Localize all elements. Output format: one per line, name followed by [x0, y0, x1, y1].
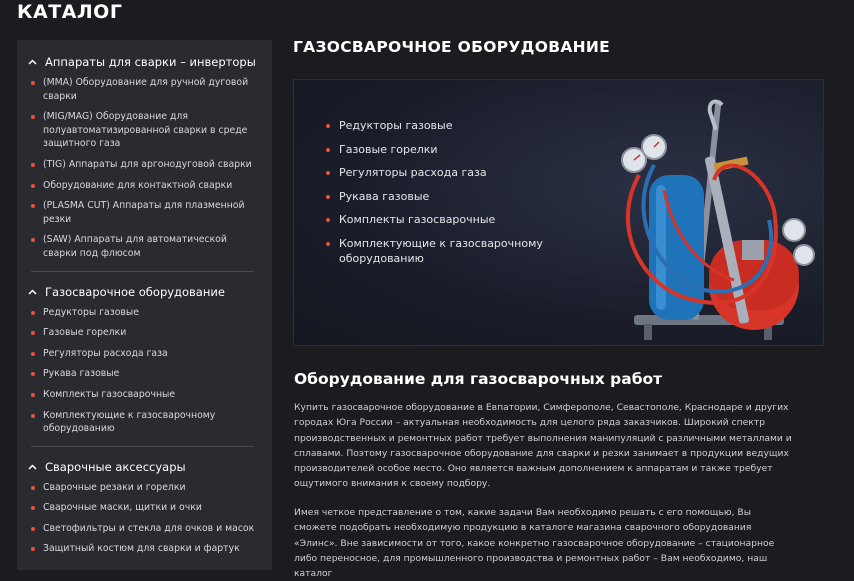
chevron-up-icon[interactable]: [27, 462, 37, 472]
hero-link-label[interactable]: Редукторы газовые: [339, 119, 453, 132]
bullet-dot-icon: [326, 195, 330, 199]
bullet-dot-icon: [31, 184, 35, 188]
chevron-up-icon[interactable]: [27, 57, 37, 67]
sidebar-category-inverters: [27, 54, 258, 261]
sidebar-link-label[interactable]: Светофильтры и стекла для очков и масок: [43, 522, 255, 534]
sidebar-link[interactable]: [27, 367, 258, 381]
hero-banner: [293, 79, 824, 346]
sidebar-link-label[interactable]: Сварочные резаки и горелки: [43, 481, 186, 493]
hero-link-label[interactable]: Комплектующие к газосварочному оборудованию: [339, 236, 543, 265]
sidebar-link[interactable]: [27, 179, 258, 193]
sidebar-link[interactable]: [27, 542, 258, 556]
sidebar-link[interactable]: [27, 481, 258, 495]
bullet-dot-icon: [326, 171, 330, 175]
hero-link-label[interactable]: Газовые горелки: [339, 142, 438, 156]
sidebar-category-accessories: [27, 459, 258, 556]
bullet-dot-icon: [31, 393, 35, 397]
sidebar-link[interactable]: [27, 233, 258, 260]
sidebar-link-label[interactable]: (PLASMA CUT) Аппараты для плазменной резки: [43, 200, 245, 225]
bullet-dot-icon: [326, 242, 330, 246]
bullet-dot-icon: [31, 352, 35, 356]
sidebar-link-label[interactable]: Защитный костюм для сварки и фартук: [43, 543, 240, 555]
category-header[interactable]: [27, 54, 258, 70]
sidebar-link[interactable]: [27, 326, 258, 340]
sidebar-link[interactable]: [27, 388, 258, 402]
hero-link-label[interactable]: Регуляторы расхода газа: [339, 166, 487, 179]
section-heading: ГАЗОСВАРОЧНОЕ ОБОРУДОВАНИЕ: [293, 38, 611, 56]
sidebar-link[interactable]: [27, 522, 258, 536]
section-title: Оборудование для газосварочных работ: [294, 370, 663, 388]
divider: [31, 446, 254, 447]
sidebar-link-label[interactable]: (SAW) Аппараты для автоматической сварки под флюсом: [43, 234, 227, 259]
sidebar-link[interactable]: [27, 110, 258, 151]
category-title: Газосварочное оборудование: [45, 284, 225, 299]
hero-link-label[interactable]: Рукава газовые: [339, 189, 430, 203]
bullet-dot-icon: [326, 124, 330, 128]
description-paragraph: Имея четкое представление о том, какие задачи Вам необходимо решать с его помощью, Вы сможете подобрать необходимую продукцию в каталоге магазина сварочного оборудования «Элинс». Вне зависимости от того, какое конкретно газосварочное оборудование – стационарное либо переносное, для промышленного производства и ремонтных работ – Вам необходимо, наш каталог: [294, 507, 775, 580]
hero-link[interactable]: [326, 165, 556, 181]
gas-welding-equipment-image: [604, 90, 824, 345]
bullet-dot-icon: [31, 204, 35, 208]
sidebar-link-label[interactable]: (TIG) Аппараты для аргонодуговой сварки: [43, 158, 252, 170]
sidebar-link[interactable]: [27, 347, 258, 361]
sidebar-link-label[interactable]: Регуляторы расхода газа: [43, 347, 168, 359]
sidebar-link[interactable]: [27, 199, 258, 226]
sidebar-link[interactable]: [27, 158, 258, 172]
sidebar-link-label[interactable]: Газовые горелки: [43, 327, 127, 339]
bullet-dot-icon: [31, 331, 35, 335]
bullet-dot-icon: [31, 238, 35, 242]
bullet-dot-icon: [326, 148, 330, 152]
chevron-up-icon[interactable]: [27, 287, 37, 297]
bullet-dot-icon: [31, 527, 35, 531]
bullet-dot-icon: [31, 486, 35, 490]
sidebar-link-label[interactable]: Рукава газовые: [43, 368, 120, 380]
sidebar-link[interactable]: [27, 76, 258, 103]
sidebar-link-label[interactable]: Комплектующие к газосварочному оборудованию: [43, 409, 216, 435]
bullet-dot-icon: [31, 414, 35, 418]
page-title: КАТАЛОГ: [17, 1, 123, 23]
sidebar-link-label[interactable]: Комплекты газосварочные: [43, 388, 176, 400]
hero-list: [326, 118, 556, 275]
bullet-dot-icon: [31, 81, 35, 85]
category-header[interactable]: [27, 284, 258, 300]
bullet-dot-icon: [326, 218, 330, 222]
sidebar-link-label[interactable]: (MIG/MAG) Оборудование для полуавтоматизированной сварки в среде защитного газа: [43, 111, 248, 150]
catalog-sidebar: [17, 40, 272, 570]
bullet-dot-icon: [31, 311, 35, 315]
description-paragraph: Купить газосварочное оборудование в Евпатории, Симферополе, Севастополе, Краснодаре и других городах Юга России – актуальная необходимость для целого ряда заказчиков. Широкий спектр производственных и ремонтных работ требует выполнения манипуляций с различными металлами и сплавами. Поэтому газосварочное оборудование для сварки и резки занимает в продукции ведущих производителей особое место. Оно является важным дополнением к аппаратам и также требует ощутимого внимания к своему подбору.: [294, 402, 792, 490]
category-title: Аппараты для сварки – инверторы: [45, 55, 256, 69]
divider: [31, 271, 254, 272]
bullet-dot-icon: [31, 506, 35, 510]
bullet-dot-icon: [31, 372, 35, 376]
sidebar-link-label[interactable]: Оборудование для контактной сварки: [43, 179, 233, 191]
bullet-dot-icon: [31, 115, 35, 119]
sidebar-link-label[interactable]: Редукторы газовые: [43, 306, 139, 318]
hero-link[interactable]: [326, 118, 556, 134]
sidebar-link-label[interactable]: (MMA) Оборудование для ручной дуговой сварки: [43, 77, 249, 102]
sidebar-link[interactable]: [27, 501, 258, 515]
sidebar-link[interactable]: [27, 306, 258, 320]
hero-link[interactable]: [326, 142, 556, 158]
hero-link[interactable]: [326, 189, 556, 205]
category-header[interactable]: [27, 459, 258, 475]
sidebar-link-label[interactable]: Сварочные маски, щитки и очки: [43, 502, 202, 514]
category-title: Сварочные аксессуары: [45, 459, 186, 474]
hero-link[interactable]: [326, 236, 556, 267]
hero-link-label[interactable]: Комплекты газосварочные: [339, 213, 496, 226]
sidebar-link[interactable]: [27, 409, 258, 436]
hero-link[interactable]: [326, 212, 556, 228]
sidebar-category-gas: [27, 284, 258, 436]
bullet-dot-icon: [31, 547, 35, 551]
bullet-dot-icon: [31, 163, 35, 167]
